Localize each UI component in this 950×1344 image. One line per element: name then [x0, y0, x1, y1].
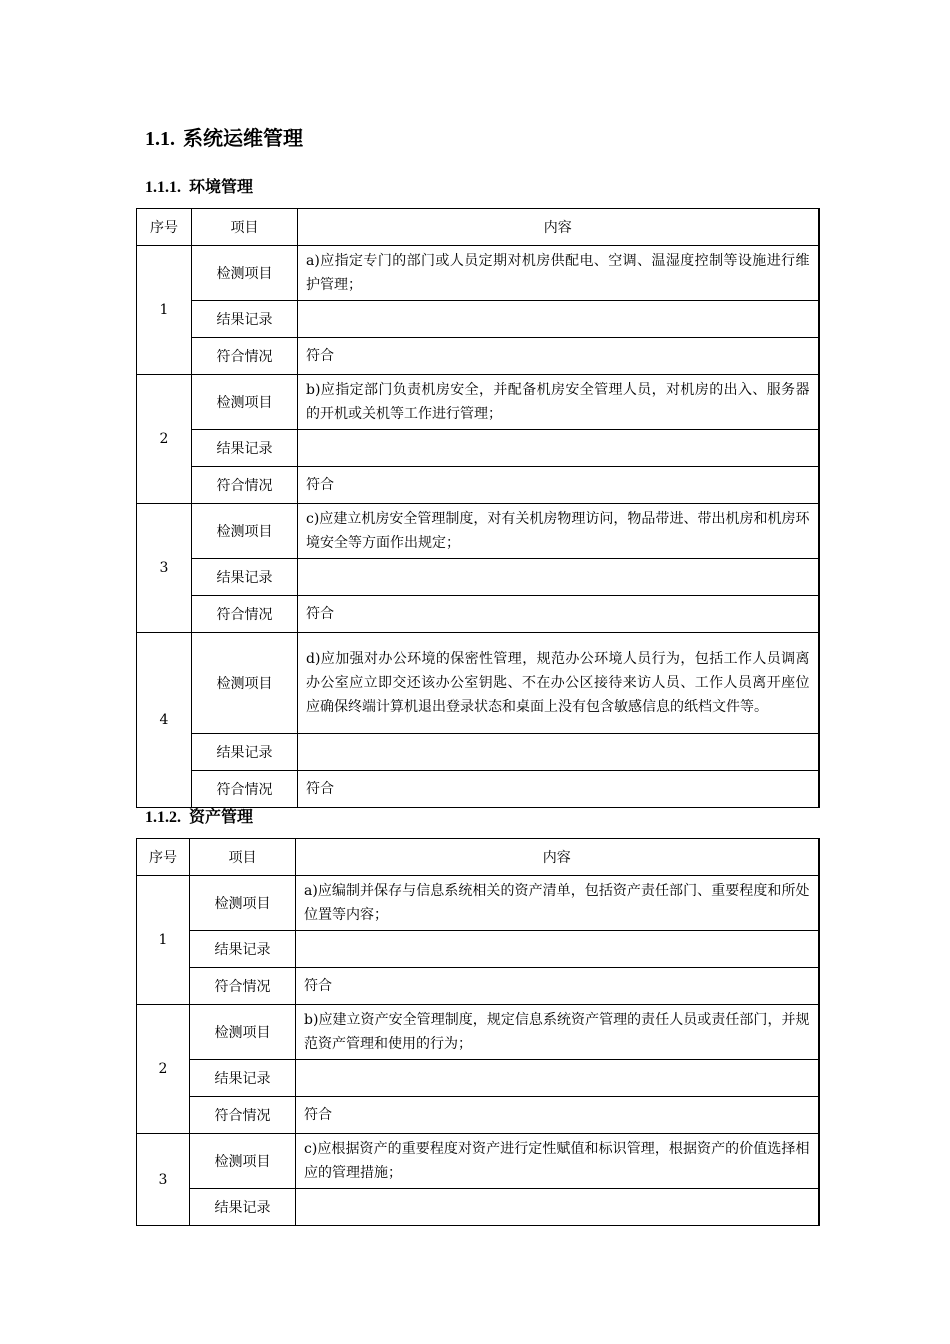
table-row [137, 375, 819, 430]
label-check: 检测项目 [192, 633, 298, 734]
result-content [298, 559, 819, 596]
check-content: b)应建立资产安全管理制度，规定信息系统资产管理的责任人员或责任部门，并规范资产管理和使用的行为； [296, 1005, 819, 1060]
table-row [137, 931, 819, 968]
comply-content: 符合 [296, 968, 819, 1005]
row-seq: 3 [137, 1134, 190, 1226]
table-row [137, 559, 819, 596]
table-row [137, 876, 819, 931]
header-content: 内容 [296, 839, 819, 876]
result-content [298, 734, 819, 771]
label-result: 结果记录 [192, 430, 298, 467]
header-item: 项目 [192, 209, 298, 246]
table-row [137, 1097, 819, 1134]
table-row [137, 1134, 819, 1189]
label-check: 检测项目 [192, 246, 298, 301]
label-comply: 符合情况 [192, 596, 298, 633]
section-title: 系统运维管理 [183, 126, 303, 150]
label-result: 结果记录 [190, 1189, 296, 1226]
subsection-number: 1.1.1. [145, 179, 181, 196]
label-check: 检测项目 [190, 876, 296, 931]
comply-content: 符合 [298, 596, 819, 633]
subsection-heading-assets [145, 804, 253, 827]
table-row [137, 596, 819, 633]
comply-content: 符合 [298, 771, 819, 808]
table-row [137, 1005, 819, 1060]
label-result: 结果记录 [190, 1060, 296, 1097]
table-row [137, 968, 819, 1005]
label-comply: 符合情况 [192, 338, 298, 375]
result-content [296, 1060, 819, 1097]
result-content [298, 301, 819, 338]
environment-table [136, 208, 820, 808]
table-row [137, 633, 819, 734]
subsection-number: 1.1.2. [145, 809, 181, 826]
table-row [137, 246, 819, 301]
header-item: 项目 [190, 839, 296, 876]
table-row [137, 430, 819, 467]
label-check: 检测项目 [190, 1005, 296, 1060]
header-seq: 序号 [137, 839, 190, 876]
label-result: 结果记录 [192, 301, 298, 338]
row-seq: 1 [137, 246, 192, 375]
label-check: 检测项目 [192, 504, 298, 559]
check-content: a)应指定专门的部门或人员定期对机房供配电、空调、温湿度控制等设施进行维护管理； [298, 246, 819, 301]
table-row [137, 734, 819, 771]
comply-content: 符合 [298, 467, 819, 504]
check-content: c)应根据资产的重要程度对资产进行定性赋值和标识管理，根据资产的价值选择相应的管理措施； [296, 1134, 819, 1189]
header-seq: 序号 [137, 209, 192, 246]
table-row [137, 301, 819, 338]
table-row [137, 338, 819, 375]
result-content [298, 430, 819, 467]
label-result: 结果记录 [192, 734, 298, 771]
table-row [137, 504, 819, 559]
table-row [137, 467, 819, 504]
table-row [137, 1189, 819, 1226]
section-heading [145, 122, 303, 151]
label-check: 检测项目 [192, 375, 298, 430]
table-row [137, 1060, 819, 1097]
subsection-title: 环境管理 [189, 177, 254, 196]
row-seq: 4 [137, 633, 192, 808]
check-content: a)应编制并保存与信息系统相关的资产清单，包括资产责任部门、重要程度和所处位置等内容； [296, 876, 819, 931]
assets-table [136, 838, 820, 1226]
table-header-row [137, 209, 819, 246]
check-content: d)应加强对办公环境的保密性管理，规范办公环境人员行为，包括工作人员调离办公室应立即交还该办公室钥匙、不在办公区接待来访人员、工作人员离开座位应确保终端计算机退出登录状态和桌面上没有包含敏感信息的纸档文件等。 [298, 633, 819, 734]
result-content [296, 1189, 819, 1226]
section-number: 1.1. [145, 128, 175, 150]
label-result: 结果记录 [192, 559, 298, 596]
label-comply: 符合情况 [190, 1097, 296, 1134]
check-content: c)应建立机房安全管理制度，对有关机房物理访问，物品带进、带出机房和机房环境安全等方面作出规定； [298, 504, 819, 559]
label-comply: 符合情况 [192, 467, 298, 504]
result-content [296, 931, 819, 968]
check-content: b)应指定部门负责机房安全，并配备机房安全管理人员，对机房的出入、服务器的开机或关机等工作进行管理； [298, 375, 819, 430]
subsection-heading-environment [145, 174, 253, 197]
comply-content: 符合 [296, 1097, 819, 1134]
header-content: 内容 [298, 209, 819, 246]
row-seq: 2 [137, 1005, 190, 1134]
comply-content: 符合 [298, 338, 819, 375]
table-header-row [137, 839, 819, 876]
row-seq: 3 [137, 504, 192, 633]
subsection-title: 资产管理 [189, 807, 254, 826]
label-result: 结果记录 [190, 931, 296, 968]
label-comply: 符合情况 [190, 968, 296, 1005]
label-comply: 符合情况 [192, 771, 298, 808]
table-row [137, 771, 819, 808]
row-seq: 1 [137, 876, 190, 1005]
label-check: 检测项目 [190, 1134, 296, 1189]
row-seq: 2 [137, 375, 192, 504]
